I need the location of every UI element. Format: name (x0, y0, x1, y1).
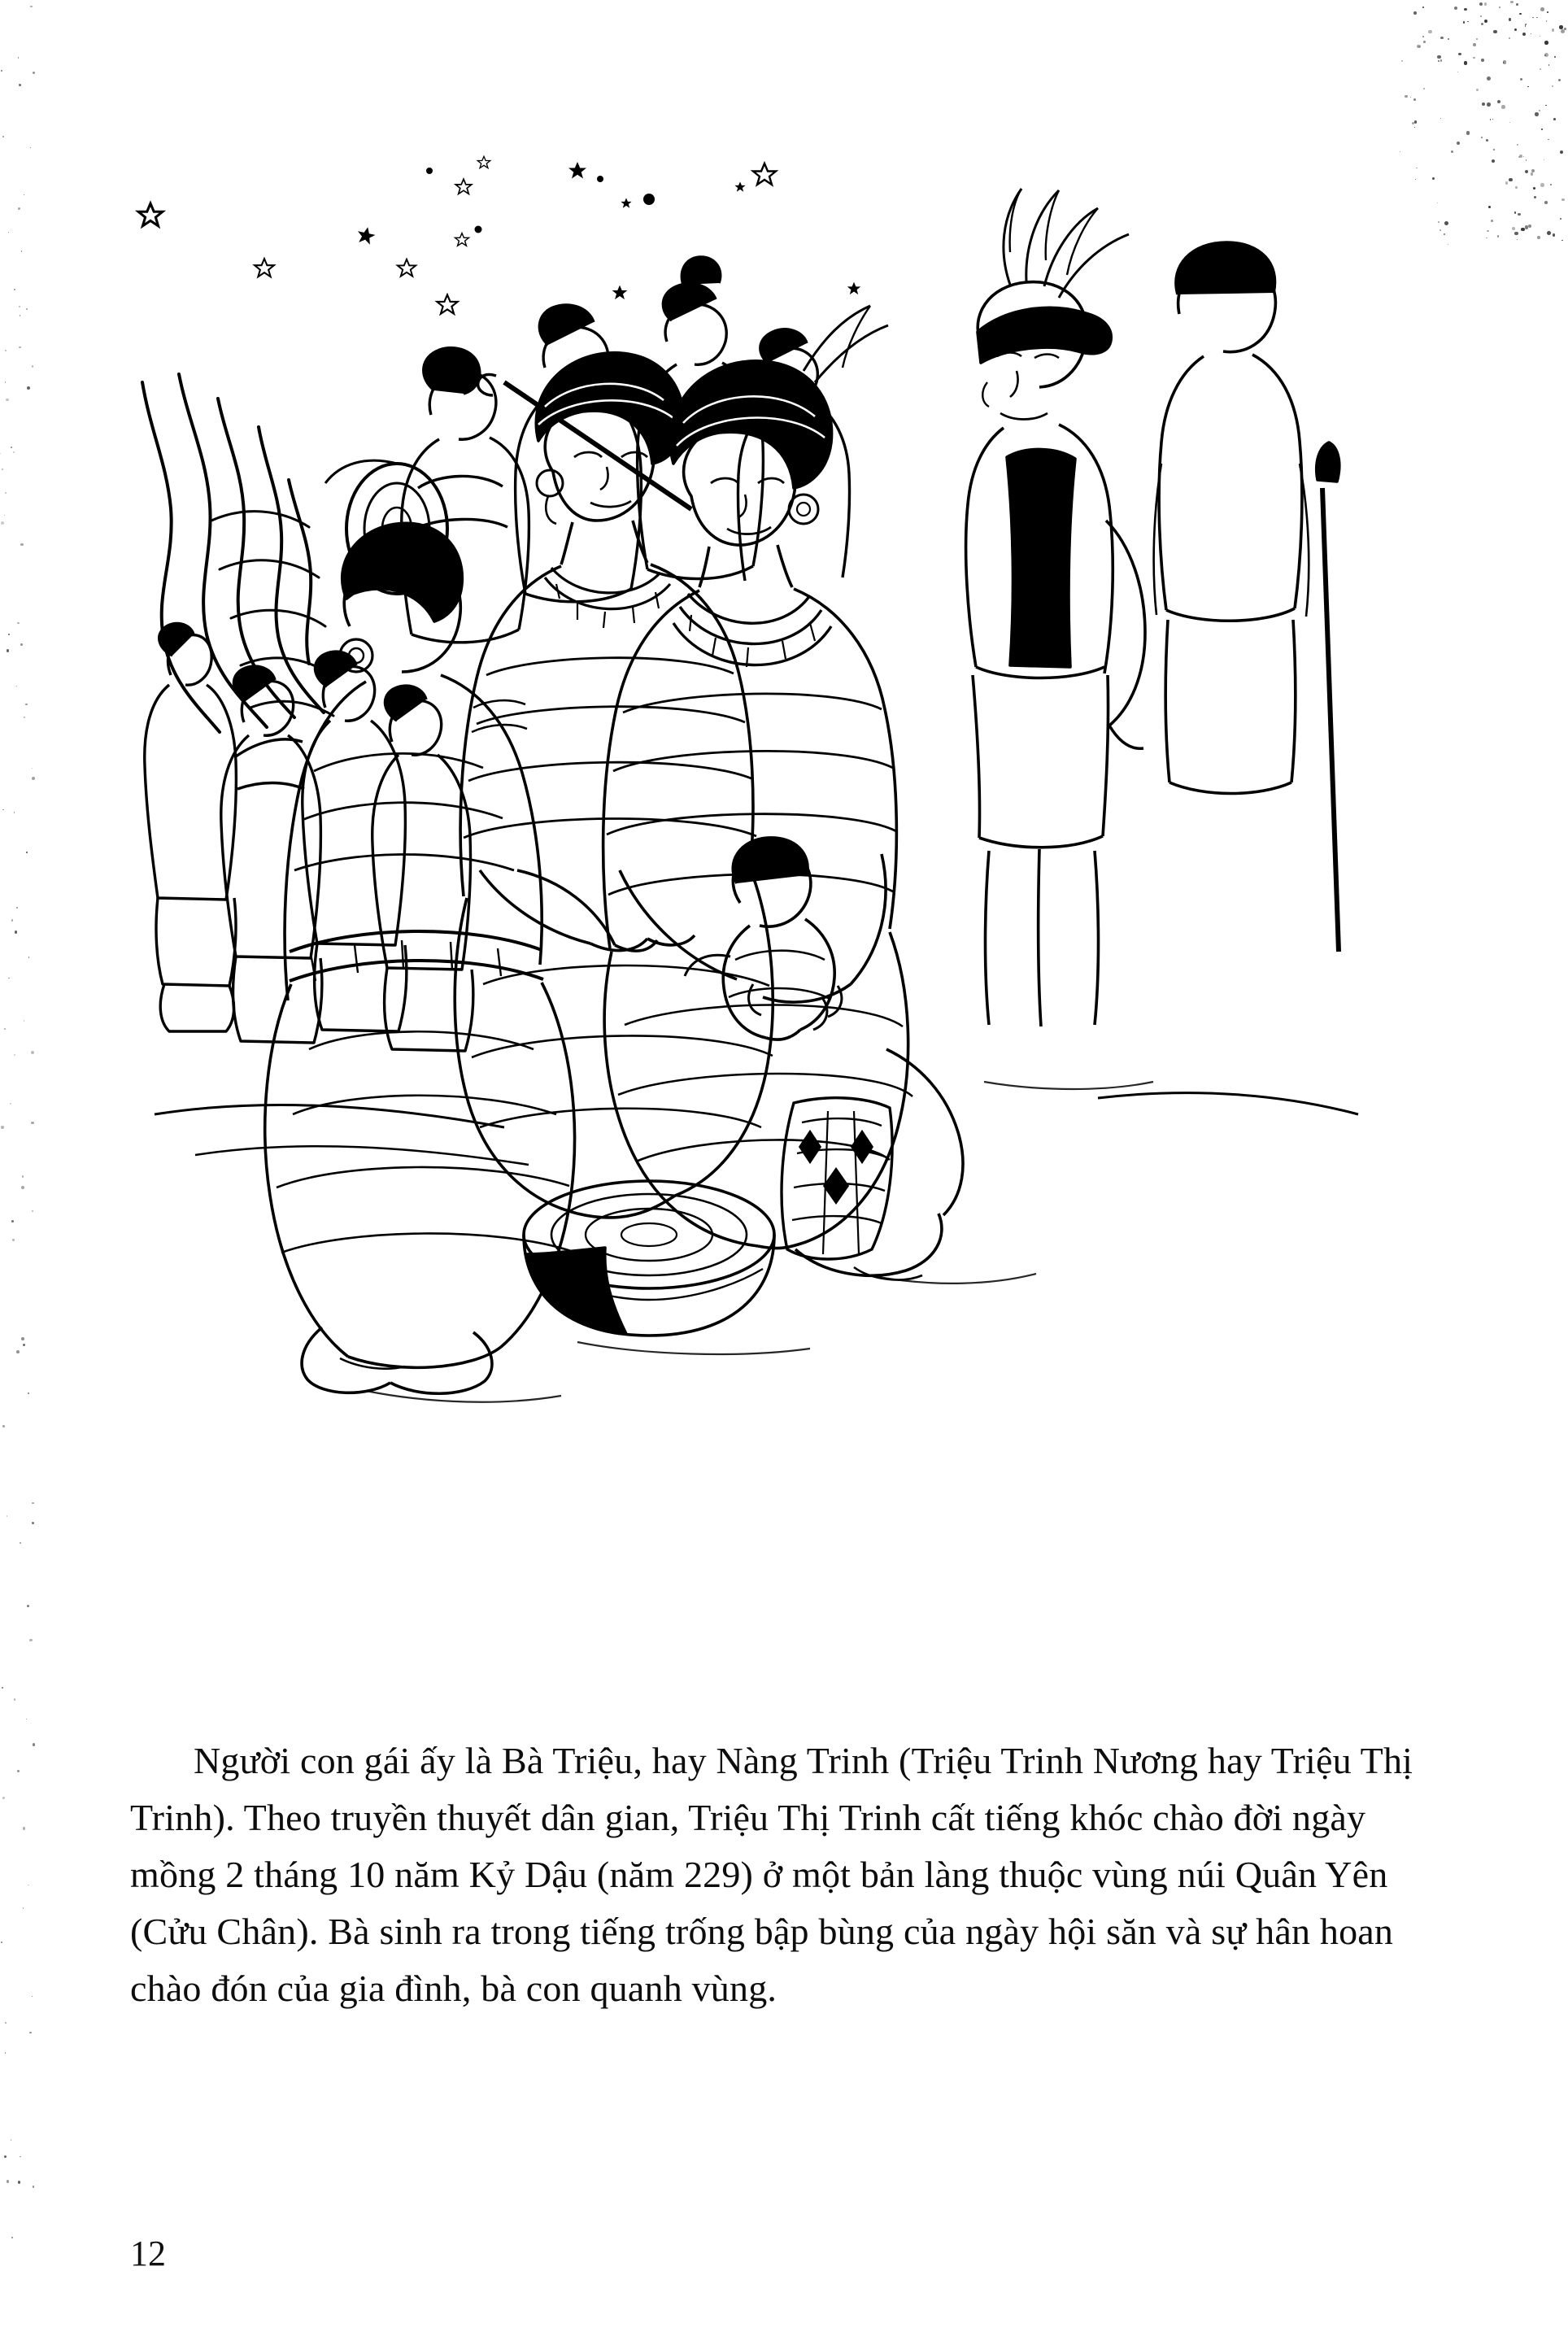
ceremonial-drum (524, 1181, 774, 1336)
illustration-village-gathering (122, 138, 1448, 1521)
stars-group (138, 156, 861, 389)
patterned-skirt-panel (782, 1098, 892, 1259)
page-number: 12 (130, 2234, 166, 2273)
background-figures-left (145, 623, 473, 1051)
paragraph-text: Người con gái ấy là Bà Triệu, hay Nàng Trinh (Triệu Trinh Nương hay Triệu Thị Trinh). Theo truyền thuyết dân gian, Triệu Thị Trinh cất tiếng khóc chào đời ngày mồng 2 tháng 10 năm Kỷ Dậu (năm 229) ở một bản làng thuộc vùng núi Quân Yên (Cửu Chân). Bà sinh ra trong tiếng trống bập bùng của ngày hội săn và sự hân hoan chào đón của gia đình, bà con quanh vùng. (130, 1740, 1413, 2009)
scan-noise-left-edge (0, 0, 49, 2336)
ground-hatching (366, 1082, 1153, 1402)
page-paragraph (130, 1732, 1448, 2017)
crossed-legs-foreground (795, 1049, 963, 1279)
seated-woman-center-left (455, 353, 773, 1218)
standing-men-right (966, 189, 1339, 1026)
